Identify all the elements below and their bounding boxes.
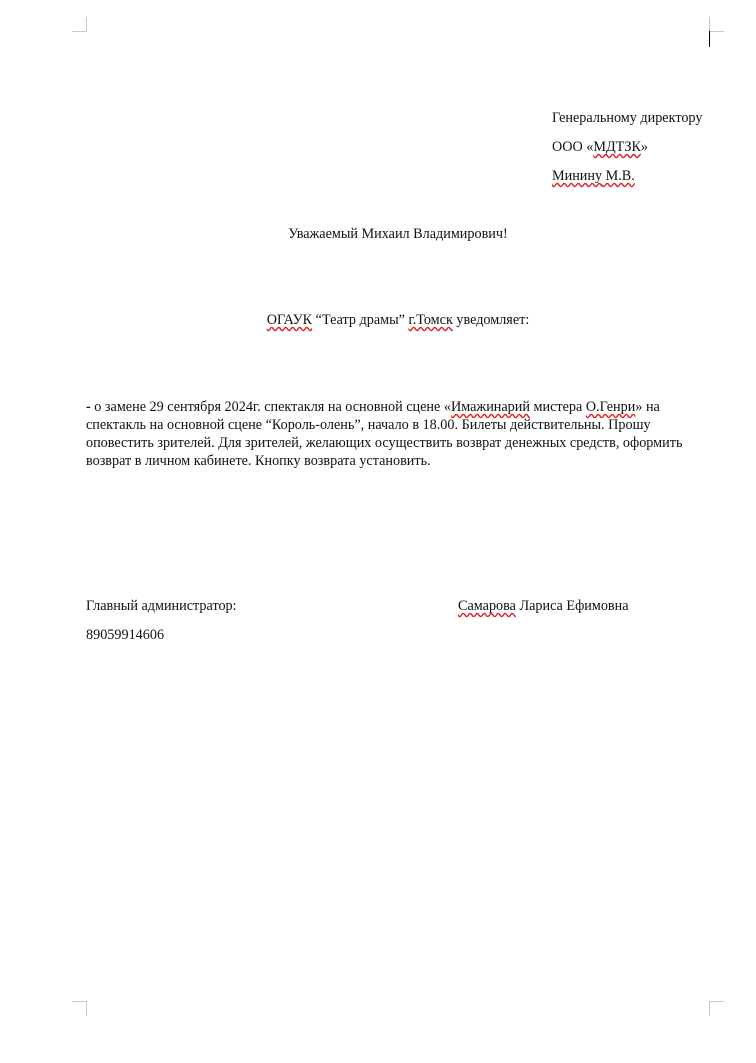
signature-title[interactable]: Главный администратор: bbox=[86, 598, 237, 614]
contact-phone[interactable]: 89059914606 bbox=[86, 627, 165, 643]
margin-mark-top-left bbox=[72, 17, 87, 32]
notice-line[interactable]: ОГАУК “Театр драмы” г.Томск уведомляет: bbox=[266, 312, 530, 328]
addressee-name[interactable]: Минину М.В. bbox=[552, 168, 635, 184]
greeting-line[interactable]: Уважаемый Михаил Владимирович! bbox=[288, 226, 508, 242]
addressee-organization[interactable]: ООО «МДТЗК» bbox=[552, 139, 649, 155]
text-cursor bbox=[709, 31, 710, 47]
body-paragraph-line-4[interactable]: возврат в личном кабинете. Кнопку возврата установить. bbox=[86, 453, 431, 469]
signature-name[interactable]: Самарова Лариса Ефимовна bbox=[458, 598, 629, 614]
body-paragraph-line-1[interactable]: - о замене 29 сентября 2024г. спектакля на основной сцене «Имажинарий мистера О.Генри» на bbox=[86, 399, 660, 415]
body-paragraph-line-2[interactable]: спектакль на основной сцене “Король-олень”, начало в 18.00. Билеты действительны. Прошу bbox=[86, 417, 651, 433]
body-paragraph-line-3[interactable]: оповестить зрителей. Для зрителей, желающих осуществить возврат денежных средств, оформить bbox=[86, 435, 683, 451]
margin-mark-bottom-right bbox=[709, 1001, 724, 1016]
margin-mark-top-right bbox=[709, 17, 724, 32]
addressee-position[interactable]: Генеральному директору bbox=[552, 110, 703, 126]
margin-mark-bottom-left bbox=[72, 1001, 87, 1016]
